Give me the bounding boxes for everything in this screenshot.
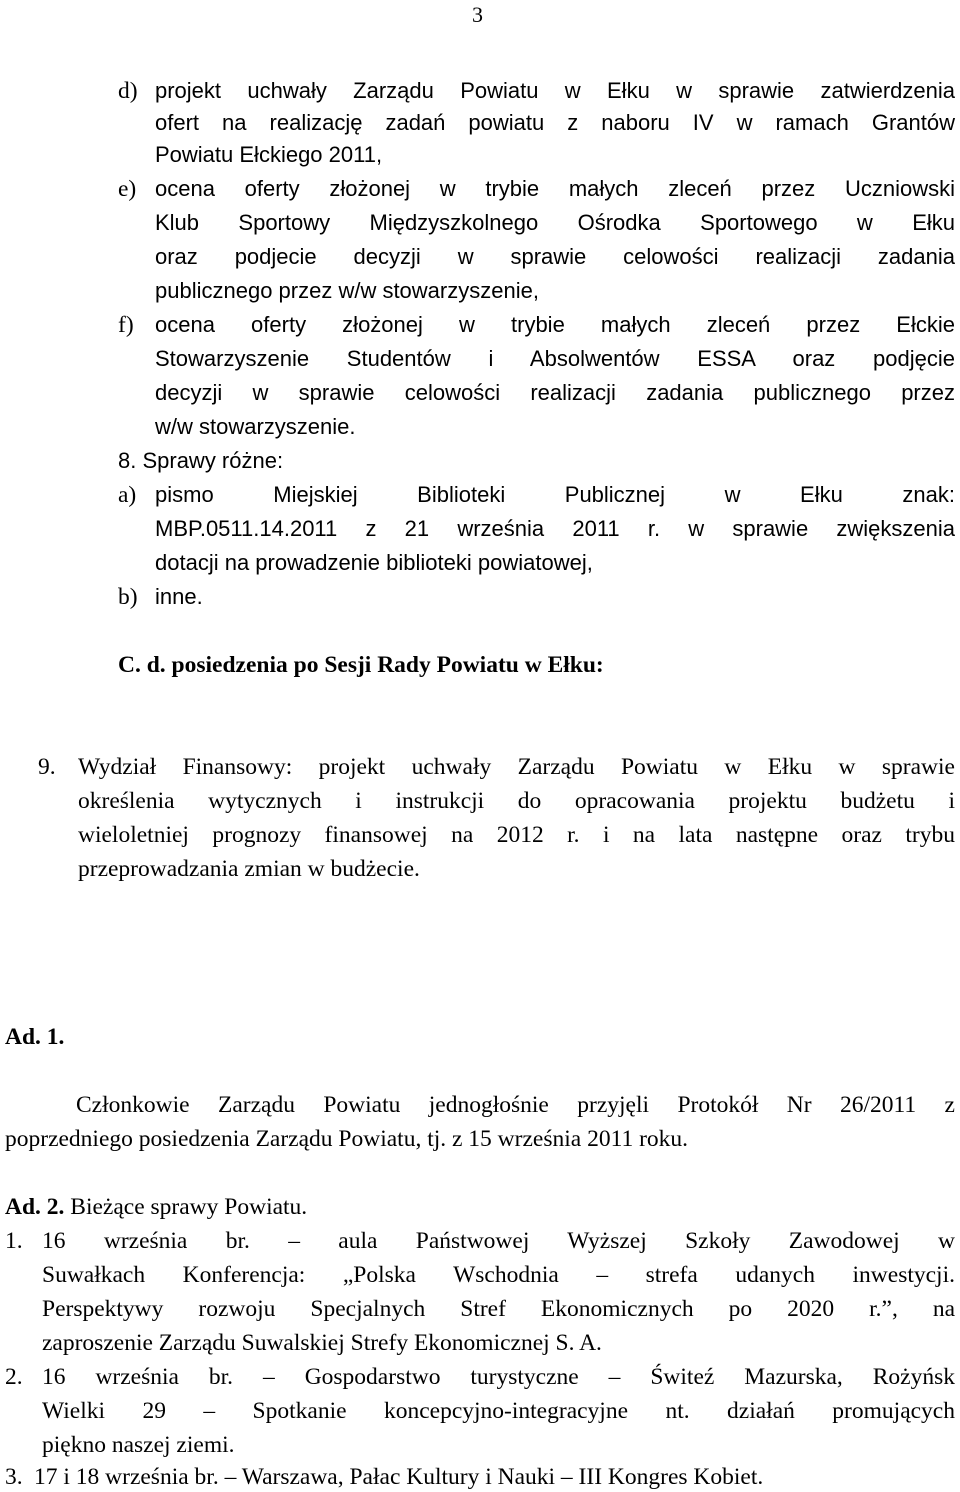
list-item-line: inne. (155, 584, 203, 609)
list-item-line: 17 i 18 września br. – Warszawa, Pałac Kultury i Nauki – III Kongres Kobiet. (34, 1464, 764, 1490)
list-marker: b) (118, 584, 138, 610)
ad1-paragraph-line: poprzedniego posiedzenia Zarządu Powiatu, tj. z 15 września 2011 roku. (5, 1126, 689, 1152)
list-item-line: Perspektywy rozwoju Specjalnych Stref Ekonomicznych po 2020 r.”, na (42, 1296, 955, 1322)
list-item-line: Suwałkach Konferencja: „Polska Wschodnia – strefa udanych inwestycji. (42, 1262, 955, 1288)
list-item-line: pismo Miejskiej Biblioteki Publicznej w Ełku znak: (155, 482, 955, 507)
list-marker: d) (118, 78, 138, 104)
list-marker: 3. (5, 1464, 23, 1490)
ad1-heading: Ad. 1. (5, 1024, 65, 1050)
list-item-line: ofert na realizację zadań powiatu z naboru IV w ramach Grantów (155, 110, 955, 135)
section-heading: 8. Sprawy różne: (118, 448, 284, 473)
list-marker: 9. (38, 754, 56, 780)
list-item-line: dotacji na prowadzenie biblioteki powiatowej, (155, 550, 593, 575)
ad1-paragraph-line: Członkowie Zarządu Powiatu jednogłośnie przyjęli Protokół Nr 26/2011 z (76, 1092, 955, 1118)
list-marker: 1. (5, 1228, 23, 1254)
ad2-heading (5, 1192, 307, 1222)
list-item-line: Wydział Finansowy: projekt uchwały Zarządu Powiatu w Ełku w sprawie (78, 754, 955, 780)
list-item-line: ocena oferty złożonej w trybie małych zleceń przez Uczniowski (155, 176, 955, 201)
list-item-line: Klub Sportowy Międzyszkolnego Ośrodka Sportowego w Ełku (155, 210, 955, 235)
list-item-line: Wielki 29 – Spotkanie koncepcyjno-integracyjne nt. działań promujących (42, 1398, 955, 1424)
list-item-line: publicznego przez w/w stowarzyszenie, (155, 278, 539, 303)
list-item-line: projekt uchwały Zarządu Powiatu w Ełku w sprawie zatwierdzenia (155, 78, 955, 103)
list-marker: 2. (5, 1364, 23, 1390)
list-item-line: 16 września br. – aula Państwowej Wyższej Szkoły Zawodowej w (42, 1228, 955, 1254)
list-item-line: zaproszenie Zarządu Suwalskiej Strefy Ekonomicznej S. A. (42, 1330, 602, 1356)
list-item-line: w/w stowarzyszenie. (155, 414, 356, 439)
list-item-line: Powiatu Ełckiego 2011, (155, 142, 383, 167)
list-item-line: 16 września br. – Gospodarstwo turystyczne – Świteź Mazurska, Rożyńsk (42, 1364, 955, 1390)
list-item-line: wieloletniej prognozy finansowej na 2012 r. i na lata następne oraz trybu (78, 822, 955, 848)
page-number: 3 (472, 2, 483, 27)
list-item-line: przeprowadzania zmian w budżecie. (78, 856, 420, 882)
ad2-heading-title: Bieżące sprawy Powiatu. (70, 1194, 308, 1220)
list-marker: e) (118, 176, 137, 202)
list-marker: a) (118, 482, 137, 508)
list-marker: f) (118, 312, 134, 338)
section-heading-cd: C. d. posiedzenia po Sesji Rady Powiatu w Ełku: (118, 652, 604, 678)
list-item-line: oraz podjecie decyzji w sprawie celowości realizacji zadania (155, 244, 955, 269)
list-item-line: określenia wytycznych i instrukcji do opracowania projektu budżetu i (78, 788, 955, 814)
list-item-line: MBP.0511.14.2011 z 21 września 2011 r. w sprawie zwiększenia (155, 516, 955, 541)
list-item-line: decyzji w sprawie celowości realizacji zadania publicznego przez (155, 380, 955, 405)
list-item-line: ocena oferty złożonej w trybie małych zleceń przez Ełckie (155, 312, 955, 337)
list-item-line: piękno naszej ziemi. (42, 1432, 235, 1458)
list-item-line: Stowarzyszenie Studentów i Absolwentów ESSA oraz podjęcie (155, 346, 955, 371)
ad2-heading-label: Ad. 2. (5, 1194, 65, 1220)
